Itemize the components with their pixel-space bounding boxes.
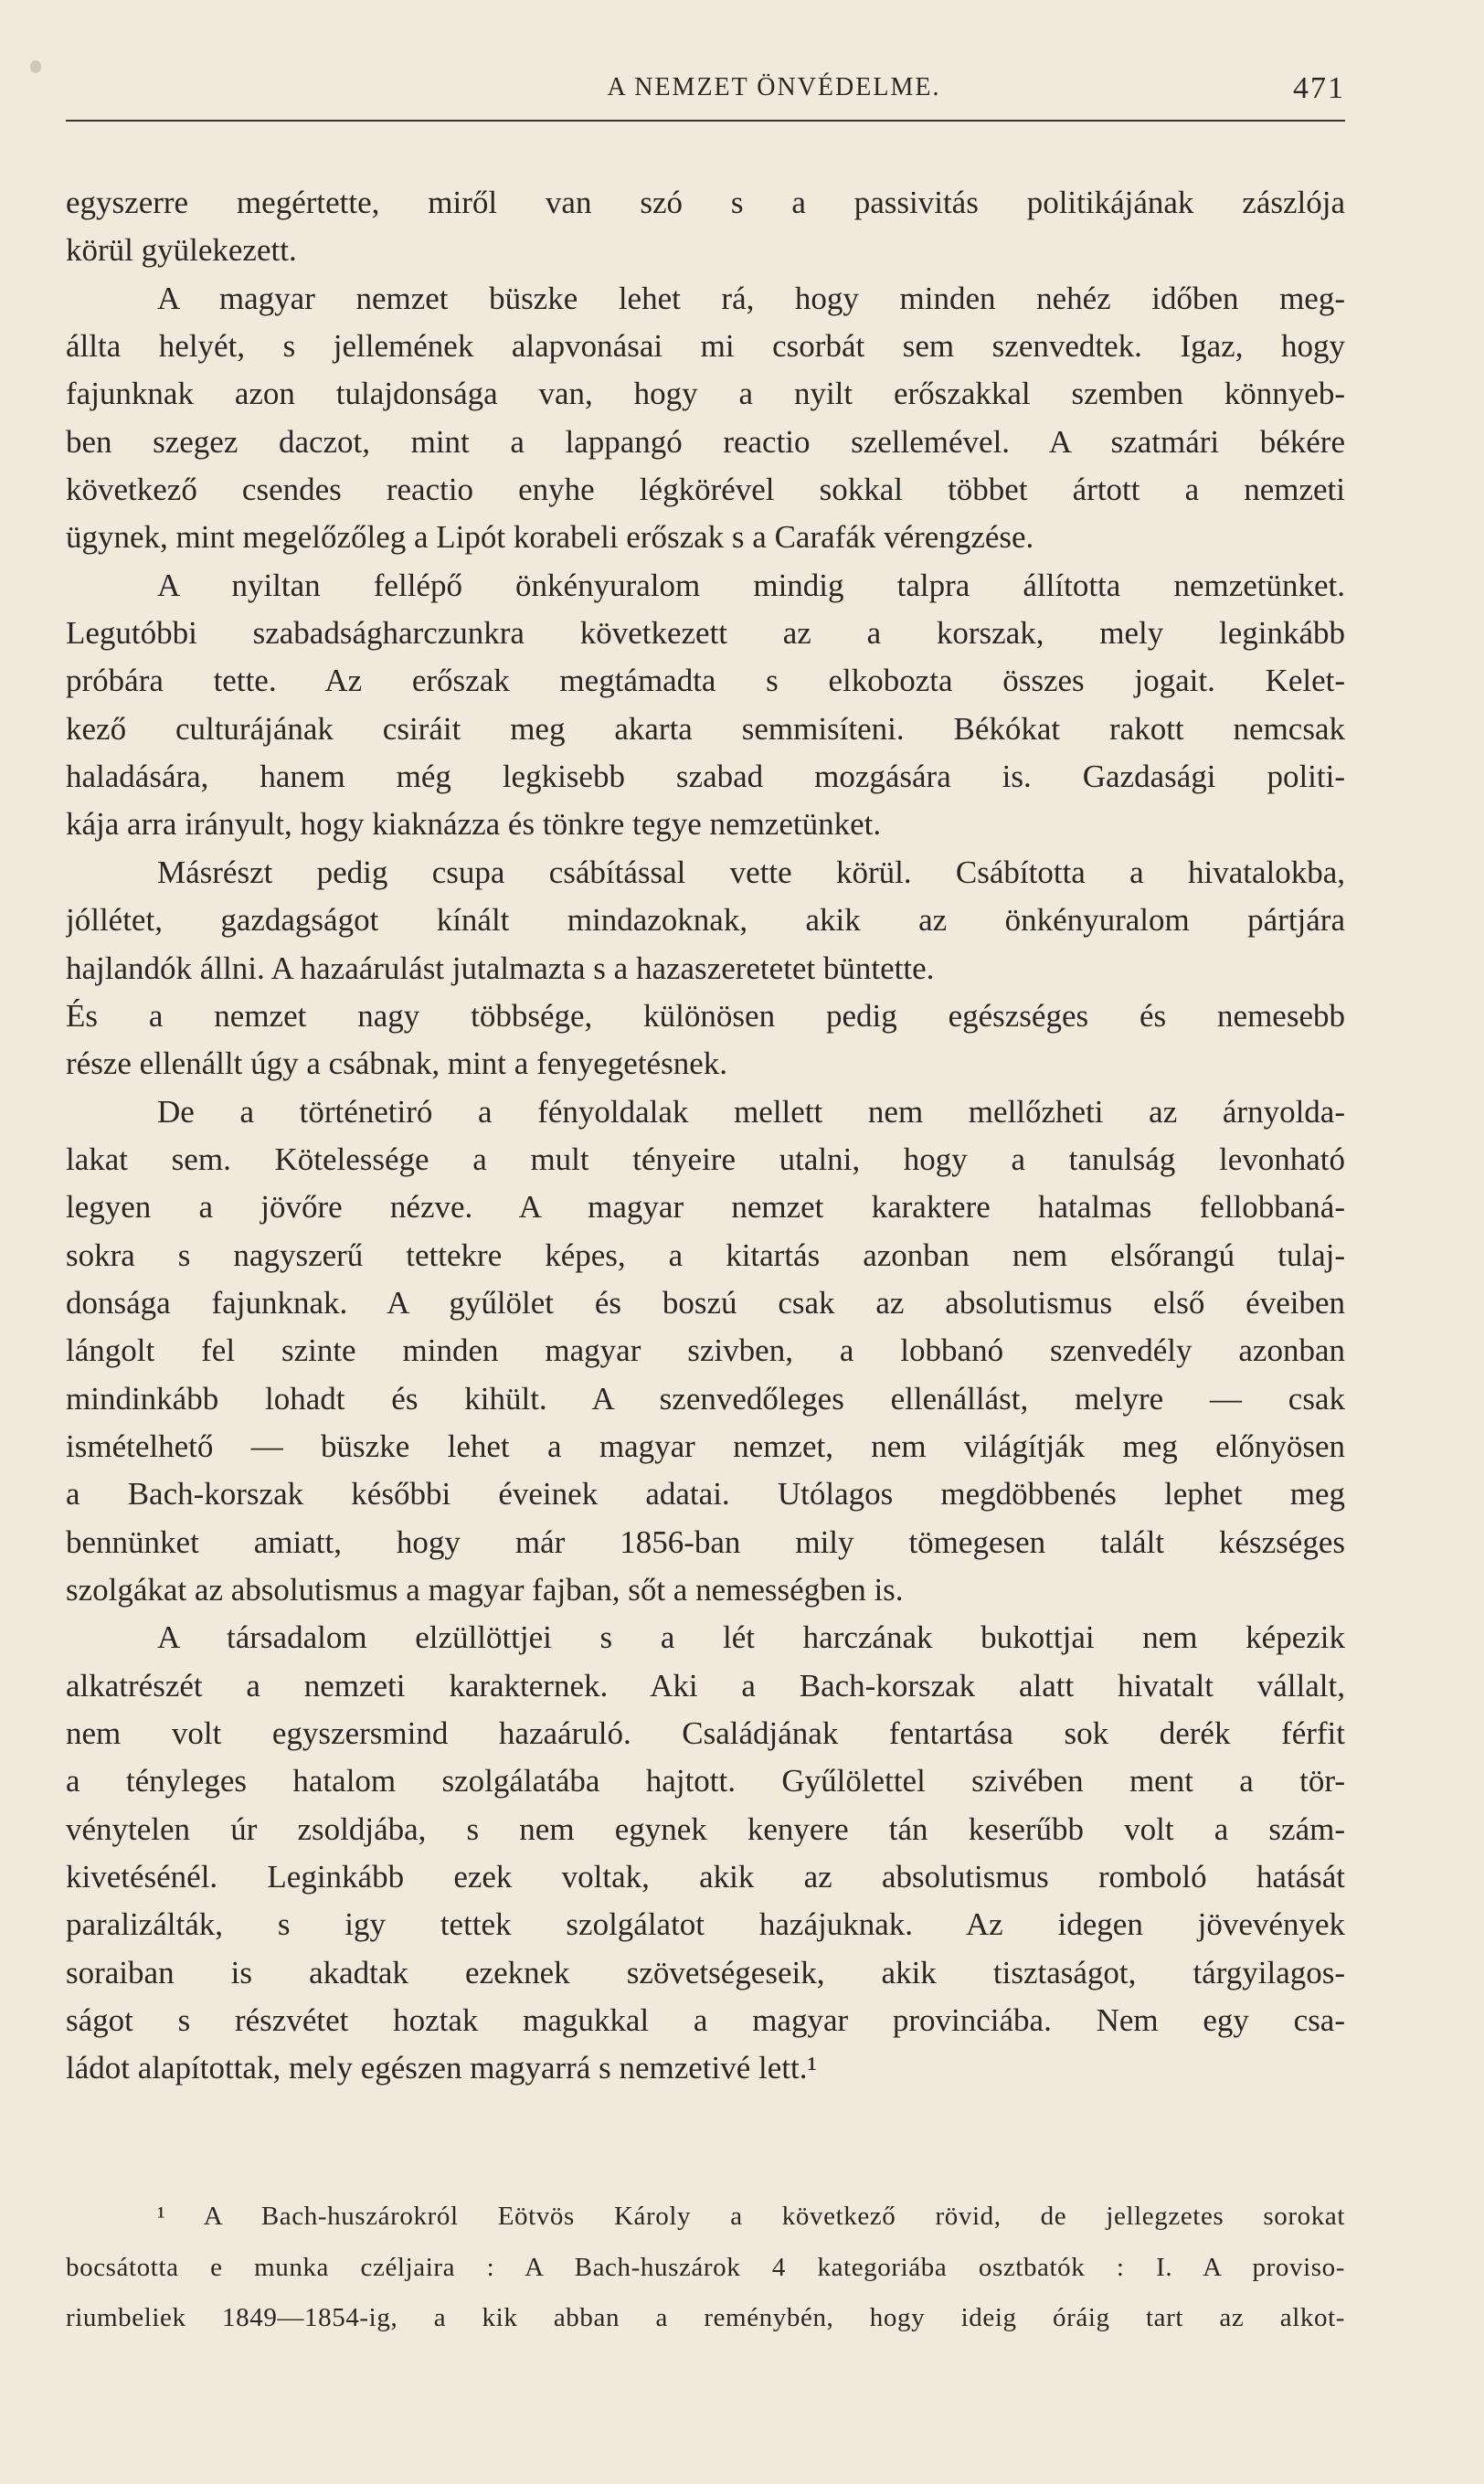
page-number: 471: [1293, 71, 1345, 105]
body-line: jóllétet, gazdagságot kínált mindazoknak, akik az önkényuralom pártjára: [66, 902, 1345, 939]
body-line: mindinkább lohadt és kihült. A szenvedőleges ellenállást, melyre — csak: [66, 1380, 1345, 1417]
footnote: [66, 2192, 1345, 2344]
body-line: egyszerre megértette, miről van szó s a passivitás politikájának zászlója: [66, 185, 1345, 220]
body-line: ismételhető — büszke lehet a magyar nemzet, nem világítják meg előnyösen: [66, 1428, 1345, 1464]
body-line: szolgákat az absolutismus a magyar fajban, sőt a nemességben is.: [66, 1571, 904, 1608]
body-line: ben szegez daczot, mint a lappangó reactio szellemével. A szatmári békére: [66, 423, 1345, 460]
body-line: És a nemzet nagy többsége, különösen pedig egészséges és nemesebb: [66, 997, 1345, 1034]
body-line: De a történetiró a fényoldalak mellett nem mellőzheti az árnyolda-: [157, 1093, 1345, 1130]
body-line: kája arra irányult, hogy kiaknázza és tönkre tegye nemzetünket.: [66, 806, 882, 843]
body-line: próbára tette. Az erőszak megtámadta s elkobozta összes jogait. Kelet-: [66, 663, 1345, 699]
body-line: a Bach-korszak későbbi éveinek adatai. Utólagos megdöbbenés lephet meg: [66, 1476, 1345, 1513]
footnote-line: bocsátotta e munka czéljaira : A Bach-huszárok 4 kategoriába osztbatók : I. A proviso-: [66, 2252, 1345, 2282]
body-line: következő csendes reactio enyhe légkörével sokkal többet ártott a nemzeti: [66, 472, 1345, 508]
body-line: A társadalom elzüllöttjei s a lét harczának bukottjai nem képezik: [157, 1619, 1345, 1656]
body-line: vénytelen úr zsoldjába, s nem egynek kenyere tán keserűbb volt a szám-: [66, 1810, 1345, 1847]
body-line: állta helyét, s jellemének alapvonásai mi csorbát sem szenvedtek. Igaz, hogy: [66, 328, 1345, 365]
body-line: ságot s részvétet hoztak magukkal a magyar provinciába. Nem egy csa-: [66, 2002, 1345, 2039]
body-line: donsága fajunknak. A gyűlölet és boszú csak az absolutismus első éveiben: [66, 1284, 1345, 1321]
body-line: ládot alapítottak, mely egészen magyarrá s nemzetivé lett.¹: [66, 2050, 817, 2086]
body-line: bennünket amiatt, hogy már 1856-ban mily tömegesen talált készséges: [66, 1523, 1345, 1560]
body-line: A nyiltan fellépő önkényuralom mindig talpra állította nemzetünket.: [157, 567, 1345, 603]
body-line: alkatrészét a nemzeti karakternek. Aki a Bach-korszak alatt hivatalt vállalt,: [66, 1667, 1345, 1704]
body-line: Legutóbbi szabadságharczunkra következett az a korszak, mely leginkább: [66, 615, 1345, 652]
body-line: fajunknak azon tulajdonsága van, hogy a nyilt erőszakkal szemben könnyeb-: [66, 376, 1345, 412]
body-line: kező culturájának csiráit meg akarta semmisíteni. Békókat rakott nemcsak: [66, 710, 1345, 747]
running-head: [66, 73, 1345, 117]
footnote-line: riumbeliek 1849—1854-ig, a kik abban a reménybén, hogy ideig óráig tart az alkot-: [66, 2303, 1345, 2332]
body-line: nem volt egyszersmind hazaáruló. Családjának fentartása sok derék férfit: [66, 1715, 1345, 1751]
body-line: Másrészt pedig csupa csábítással vette körül. Csábította a hivatalokba,: [157, 854, 1345, 890]
body-line: lakat sem. Kötelessége a mult tényeire utalni, hogy a tanulság levonható: [66, 1141, 1345, 1177]
running-title: A NEMZET ÖNVÉDELME.: [607, 73, 941, 101]
body-line: kivetésénél. Leginkább ezek voltak, akik az absolutismus romboló hatását: [66, 1859, 1345, 1895]
footnote-line: ¹ A Bach-huszárokról Eötvös Károly a következő rövid, de jellegzetes sorokat: [157, 2202, 1345, 2231]
body-line: legyen a jövőre nézve. A magyar nemzet karaktere hatalmas fellobbaná-: [66, 1189, 1345, 1226]
body-line: haladására, hanem még legkisebb szabad mozgására is. Gazdasági politi-: [66, 759, 1345, 795]
paper-stain: [30, 60, 41, 73]
body-line: hajlandók állni. A hazaárulást jutalmazta s a hazaszeretetet büntette.: [66, 950, 935, 986]
header-rule: [66, 120, 1345, 122]
body-line: lángolt fel szinte minden magyar szivben, a lobbanó szenvedély azonban: [66, 1332, 1345, 1369]
body-line: A magyar nemzet büszke lehet rá, hogy minden nehéz időben meg-: [157, 280, 1345, 316]
body-line: paralizálták, s igy tettek szolgálatot hazájuknak. Az idegen jövevények: [66, 1906, 1345, 1943]
body-line: része ellenállt úgy a csábnak, mint a fenyegetésnek.: [66, 1046, 727, 1082]
body-text: [66, 179, 1345, 2093]
body-line: a tényleges hatalom szolgálatába hajtott. Gyűlölettel szivében ment a tör-: [66, 1763, 1345, 1799]
body-line: sokra s nagyszerű tettekre képes, a kitartás azonban nem elsőrangú tulaj-: [66, 1237, 1345, 1273]
body-line: ügynek, mint megelőzőleg a Lipót korabeli erőszak s a Carafák vérengzése.: [66, 519, 1034, 556]
body-line: körül gyülekezett.: [66, 232, 297, 269]
body-line: soraiban is akadtak ezeknek szövetségeseik, akik tisztaságot, tárgyilagos-: [66, 1954, 1345, 1990]
